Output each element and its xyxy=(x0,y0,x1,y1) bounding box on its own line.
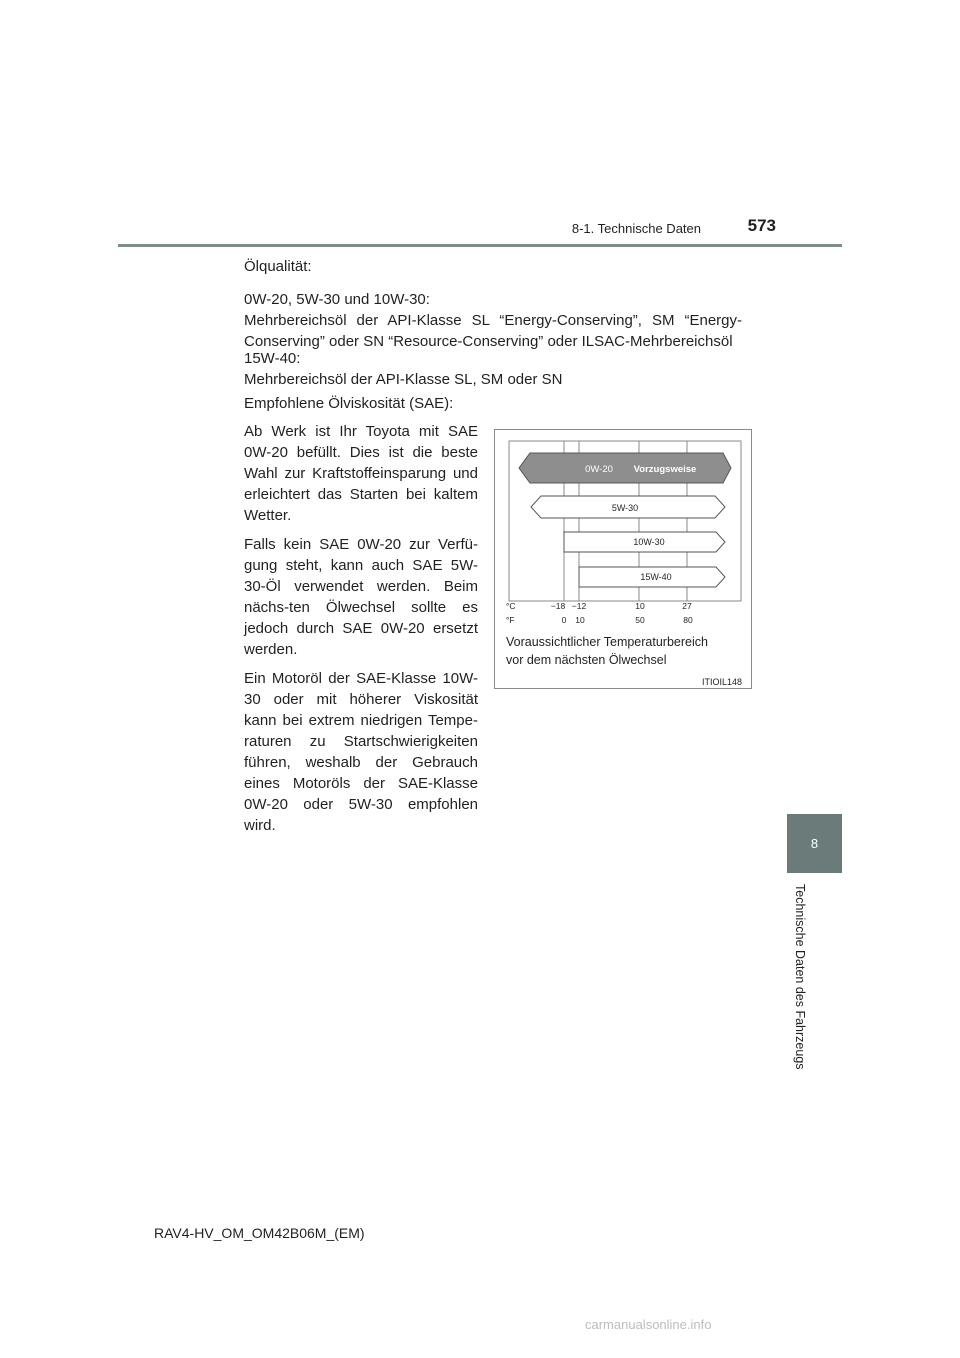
viscosity-paragraphs xyxy=(244,421,478,844)
oil-quality-heading: Ölqualität: xyxy=(244,258,312,275)
chapter-side-label xyxy=(793,884,824,1214)
grades-a-label: 0W-20, 5W-30 und 10W-30: xyxy=(244,291,430,308)
bar-5w30-grade: 5W-30 xyxy=(611,503,639,513)
bar-0w20-preferred: Vorzugsweise xyxy=(633,464,697,475)
figure-code: ITIOIL148 xyxy=(702,677,743,687)
figure-caption-line2: vor dem nächsten Ölwechsel xyxy=(506,653,667,667)
grades-a-text: Mehrbereichsöl der API-Klasse SL “Energy-Conserving”, SM “Energy-Conserving” oder SN “Resource-Conserving” oder ILSAC-Mehrbereichsöl xyxy=(244,312,742,350)
header-section-title: 8-1. Technische Daten xyxy=(571,221,701,236)
fahrenheit-tick: 80 xyxy=(683,615,693,625)
bar-15w40-grade: 15W-40 xyxy=(640,572,672,582)
grades-b-label: 15W-40: xyxy=(244,350,301,367)
celsius-tick: −12 xyxy=(571,601,587,611)
chapter-tab-number: 8 xyxy=(810,836,819,851)
fahrenheit-tick: 0 xyxy=(561,615,567,625)
bar-10w30-grade: 10W-30 xyxy=(633,537,665,547)
paragraph-warning: Ein Motoröl der SAE-Klasse 10W-30 oder mit höherer Viskosität kann bei extrem niedrigen Tempe-raturen zu Startschwierigkeiten führen, weshalb der Gebrauch eines Motoröls der SAE-Klasse 0W-20 oder 5W-30 empfohlen wird. xyxy=(244,670,478,834)
paragraph-alternative: Falls kein SAE 0W-20 zur Verfü-gung steht, kann auch SAE 5W-30-Öl verwendet werden. Beim nächs-ten Ölwechsel sollte es jedoch durch SAE 0W-20 ersetzt werden. xyxy=(244,536,478,658)
figure-caption xyxy=(506,633,708,669)
celsius-tick: 10 xyxy=(635,601,645,611)
fahrenheit-tick: 50 xyxy=(635,615,645,625)
grades-b-text: Mehrbereichsöl der API-Klasse SL, SM oder SN xyxy=(244,371,563,388)
celsius-tick: −18 xyxy=(550,601,566,611)
figure-caption-line1: Voraussichtlicher Temperaturbereich xyxy=(506,635,708,649)
paragraph-factory-fill: Ab Werk ist Ihr Toyota mit SAE 0W-20 befüllt. Dies ist die beste Wahl zur Kraftstoffeinsparung und erleichtert das Starten bei kaltem Wetter. xyxy=(244,423,478,524)
viscosity-heading: Empfohlene Ölviskosität (SAE): xyxy=(244,395,454,412)
chapter-side-label-text: Technische Daten des Fahrzeugs xyxy=(793,884,807,1070)
celsius-tick: 27 xyxy=(682,601,692,611)
page-number: 573 xyxy=(747,216,776,235)
bar-0w20 xyxy=(519,453,731,483)
document-id: RAV4-HV_OM_OM42B06M_(EM) xyxy=(154,1225,365,1241)
chapter-tab[interactable] xyxy=(787,814,842,873)
celsius-unit: °C xyxy=(506,601,516,611)
fahrenheit-tick: 10 xyxy=(575,615,585,625)
watermark: carmanualsonline.info xyxy=(585,1317,712,1332)
bar-0w20-grade: 0W-20 xyxy=(585,464,613,475)
fahrenheit-unit: °F xyxy=(506,615,515,625)
header-divider xyxy=(118,244,842,247)
